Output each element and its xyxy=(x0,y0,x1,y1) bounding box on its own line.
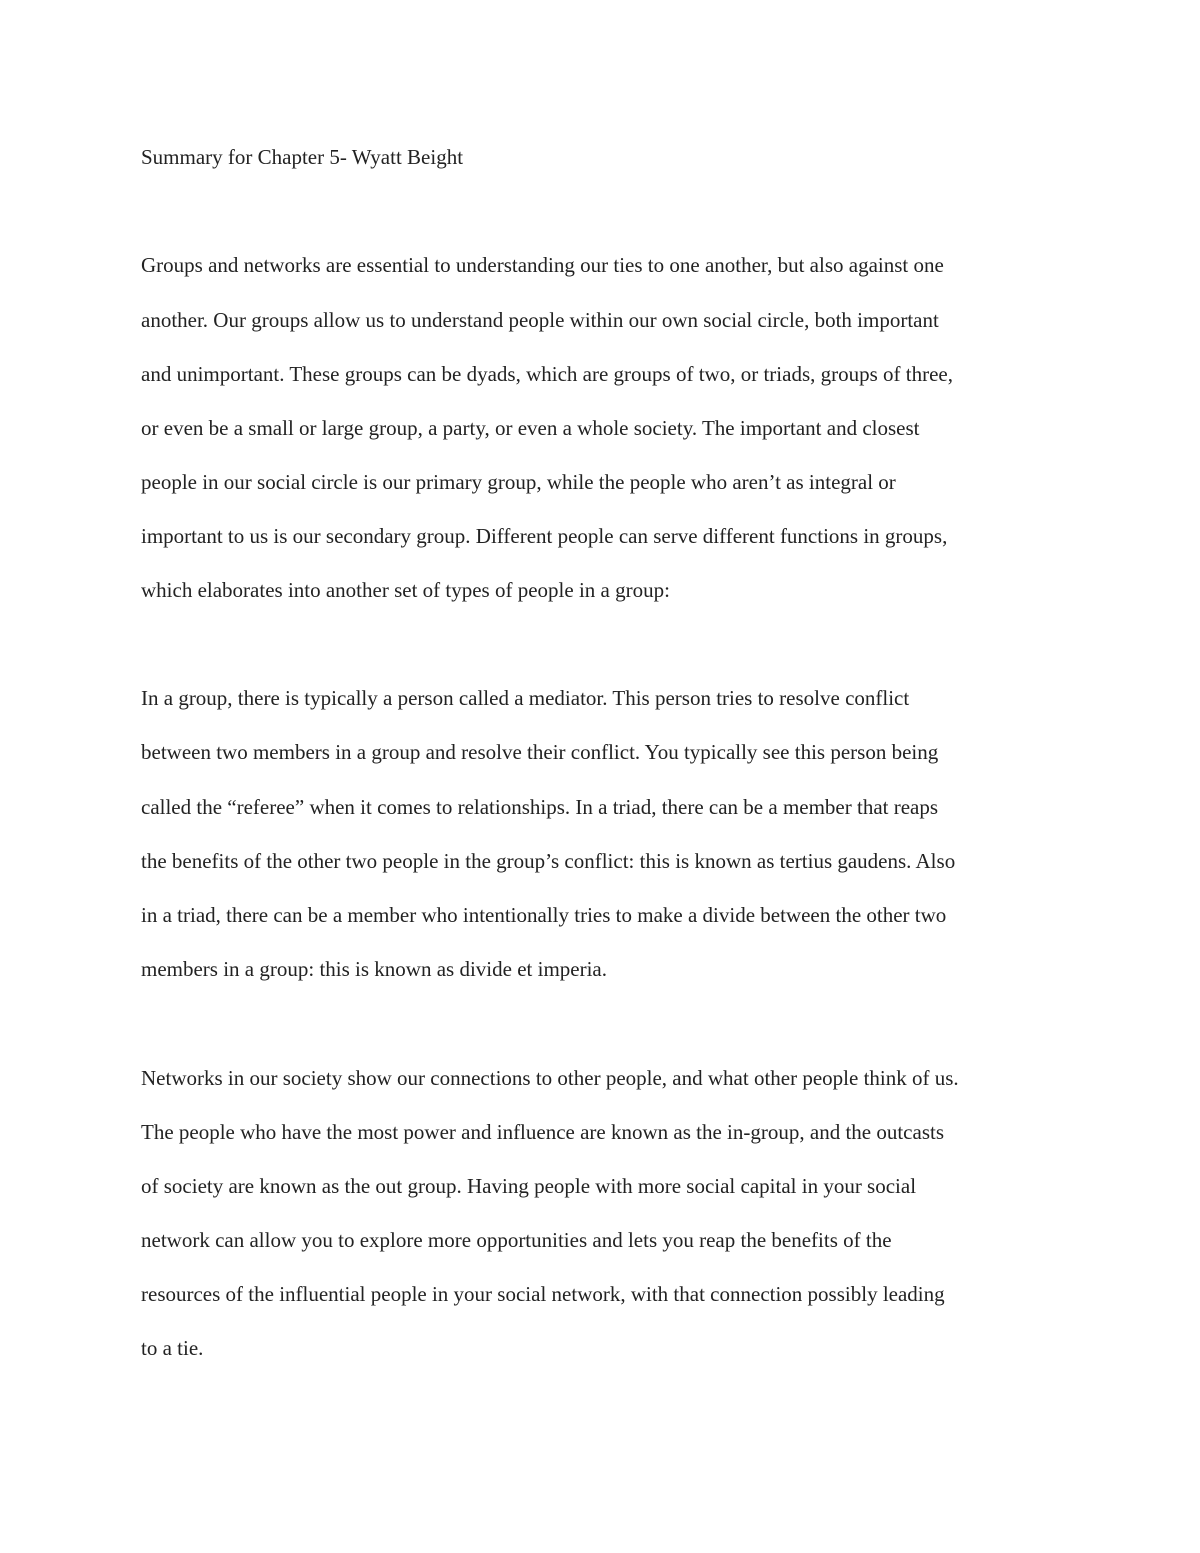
paragraph-line: Groups and networks are essential to understanding our ties to one another, but also against one xyxy=(141,253,944,277)
paragraph-line: members in a group: this is known as divide et imperia. xyxy=(141,957,607,981)
paragraph-line: between two members in a group and resolve their conflict. You typically see this person being xyxy=(141,740,939,764)
paragraph-line: and unimportant. These groups can be dyads, which are groups of two, or triads, groups of three, xyxy=(141,362,953,386)
paragraph-line: another. Our groups allow us to understand people within our own social circle, both important xyxy=(141,308,939,332)
paragraph-line: or even be a small or large group, a party, or even a whole society. The important and closest xyxy=(141,416,920,440)
paragraph-line: of society are known as the out group. Having people with more social capital in your social xyxy=(141,1174,917,1198)
paragraph-line: called the “referee” when it comes to relationships. In a triad, there can be a member that reaps xyxy=(141,795,939,819)
paragraph-line: network can allow you to explore more opportunities and lets you reap the benefits of the xyxy=(141,1228,892,1252)
paragraph-line: to a tie. xyxy=(141,1336,204,1360)
paragraph-line: important to us is our secondary group. Different people can serve different functions in groups, xyxy=(141,524,948,548)
paragraph-line: which elaborates into another set of types of people in a group: xyxy=(141,578,670,602)
paragraph-line: The people who have the most power and influence are known as the in-group, and the outcasts xyxy=(141,1120,945,1144)
document-title: Summary for Chapter 5- Wyatt Beight xyxy=(141,145,464,169)
paragraph-line: people in our social circle is our primary group, while the people who aren’t as integral or xyxy=(141,470,896,494)
paragraph-line: resources of the influential people in your social network, with that connection possibly leading xyxy=(141,1282,945,1306)
paragraph-line: In a group, there is typically a person called a mediator. This person tries to resolve conflict xyxy=(141,686,910,710)
paragraph-line: Networks in our society show our connections to other people, and what other people think of us. xyxy=(141,1066,959,1090)
paragraph-line: the benefits of the other two people in the group’s conflict: this is known as tertius gaudens. Also xyxy=(141,849,956,873)
paragraph-line: in a triad, there can be a member who intentionally tries to make a divide between the other two xyxy=(141,903,947,927)
